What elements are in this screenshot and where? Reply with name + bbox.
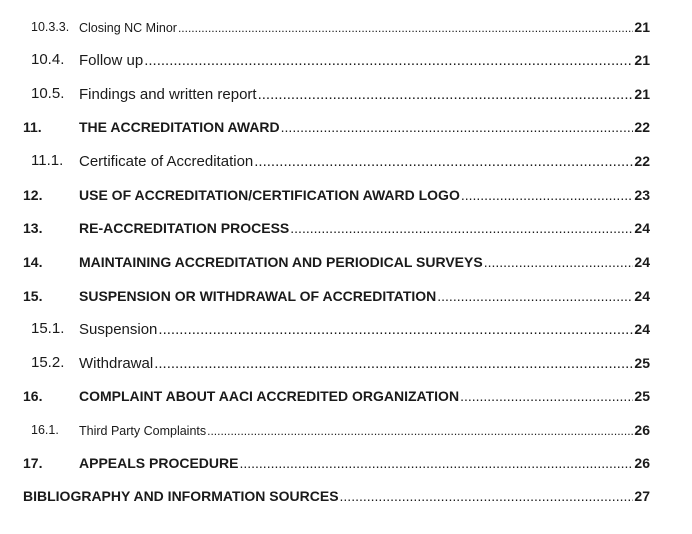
toc-entry-page: 24	[634, 220, 650, 236]
toc-entry-number: 10.5.	[31, 85, 65, 102]
dot-leader	[290, 217, 633, 239]
toc-entry-number: 11.1.	[31, 152, 64, 169]
dot-leader	[340, 485, 634, 507]
toc-entry-page: 24	[634, 321, 650, 337]
toc-entry-number: 16.	[23, 388, 43, 404]
toc-entry-page: 21	[634, 52, 650, 68]
toc-entry-page: 24	[634, 254, 650, 270]
toc-entry-title: SUSPENSION OR WITHDRAWAL OF ACCREDITATION	[79, 288, 437, 304]
toc-entry-15[interactable]	[0, 285, 692, 307]
toc-entry-15-2[interactable]	[0, 352, 692, 374]
toc-entry-12[interactable]	[0, 184, 692, 206]
dot-leader	[460, 385, 633, 407]
toc-entry-page: 27	[634, 488, 650, 504]
toc-entry-title: Follow up	[79, 52, 144, 69]
dot-leader	[144, 50, 633, 72]
toc-entry-11[interactable]	[0, 116, 692, 138]
toc-entry-title: USE OF ACCREDITATION/CERTIFICATION AWARD LOGO	[79, 187, 460, 203]
toc-entry-10-4[interactable]	[0, 49, 692, 71]
toc-entry-bibliography[interactable]	[0, 485, 692, 507]
toc-entry-title: Suspension	[79, 321, 158, 338]
toc-entry-17[interactable]	[0, 452, 692, 474]
dot-leader	[154, 353, 633, 375]
toc-entry-number: 12.	[23, 187, 43, 203]
toc-entry-number: 15.	[23, 288, 43, 304]
toc-entry-15-1[interactable]	[0, 318, 692, 340]
toc-entry-10-3-3[interactable]	[0, 16, 692, 38]
toc-entry-page: 26	[634, 422, 650, 438]
toc-entry-title: Withdrawal	[79, 355, 154, 372]
dot-leader	[158, 319, 633, 341]
toc-entry-11-1[interactable]	[0, 150, 692, 172]
toc-entry-page: 25	[634, 388, 650, 404]
toc-entry-page: 24	[634, 288, 650, 304]
toc-entry-title: COMPLAINT ABOUT AACI ACCREDITED ORGANIZATION	[79, 388, 460, 404]
toc-entry-page: 22	[634, 119, 650, 135]
toc-entry-number: 15.1.	[31, 320, 65, 337]
toc-entry-page: 26	[634, 455, 650, 471]
toc-entry-page: 25	[634, 355, 650, 371]
toc-entry-number: 13.	[23, 220, 43, 236]
toc-entry-title: Third Party Complaints	[79, 424, 207, 438]
toc-entry-number: 14.	[23, 254, 43, 270]
dot-leader	[254, 151, 633, 173]
toc-entry-number: 17.	[23, 455, 43, 471]
toc-entry-page: 21	[634, 86, 650, 102]
toc-entry-number: 16.1.	[31, 423, 59, 437]
dot-leader	[461, 184, 634, 206]
toc-entry-title: RE-ACCREDITATION PROCESS	[79, 220, 290, 236]
toc-entry-16[interactable]	[0, 385, 692, 407]
toc-entry-14[interactable]	[0, 251, 692, 273]
dot-leader	[281, 116, 634, 138]
toc-entry-title: Findings and written report	[79, 86, 257, 103]
toc-entry-title: THE ACCREDITATION AWARD	[79, 119, 280, 135]
toc-entry-title: Certificate of Accreditation	[79, 153, 254, 170]
toc-entry-number: 11.	[23, 119, 42, 135]
dot-leader	[437, 285, 633, 307]
toc-entry-number: 15.2.	[31, 354, 65, 371]
toc-entry-number: 10.3.3.	[31, 20, 70, 34]
dot-leader	[239, 452, 633, 474]
toc-entry-title: APPEALS PROCEDURE	[79, 455, 239, 471]
toc-entry-title: MAINTAINING ACCREDITATION AND PERIODICAL SURVEYS	[79, 254, 483, 270]
dot-leader	[484, 251, 634, 273]
toc-entry-title: BIBLIOGRAPHY AND INFORMATION SOURCES	[23, 488, 339, 504]
dot-leader	[258, 84, 634, 106]
toc-entry-10-5[interactable]	[0, 83, 692, 105]
toc-entry-title: Closing NC Minor	[79, 21, 177, 35]
dot-leader	[178, 17, 633, 39]
toc-entry-page: 22	[634, 153, 650, 169]
dot-leader	[207, 420, 633, 442]
toc-entry-13[interactable]	[0, 217, 692, 239]
toc-entry-number: 10.4.	[31, 51, 65, 68]
toc-entry-page: 21	[634, 19, 650, 35]
toc-entry-16-1[interactable]	[0, 419, 692, 441]
toc-entry-page: 23	[634, 187, 650, 203]
